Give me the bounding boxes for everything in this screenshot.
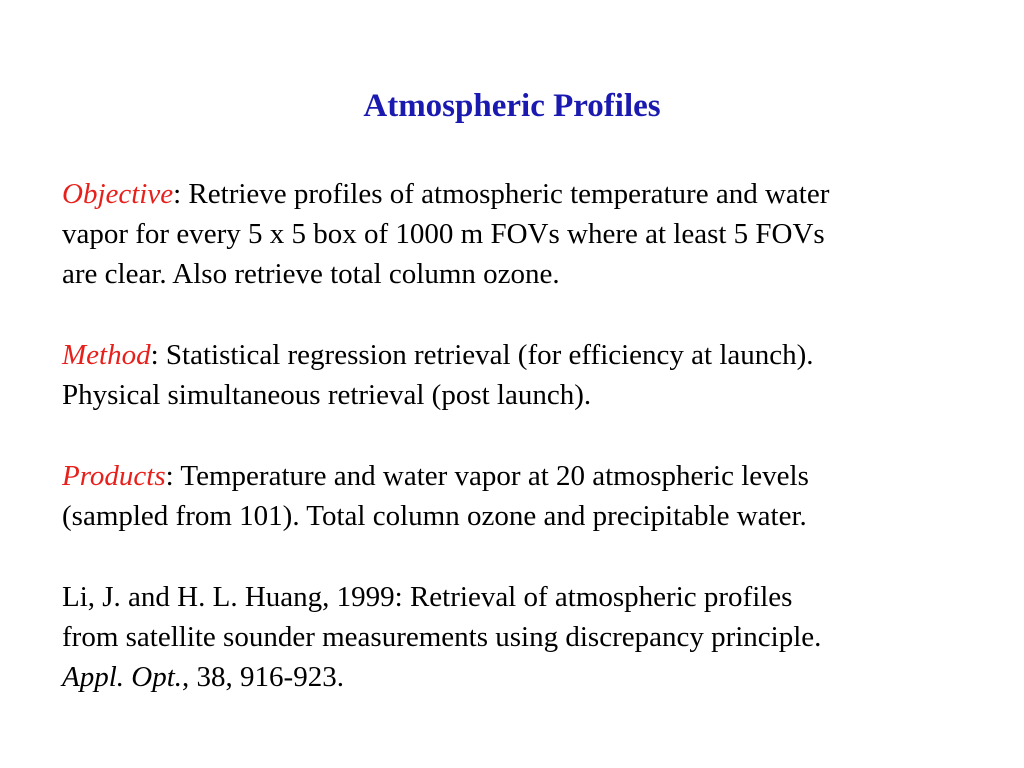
reference-line-3 xyxy=(62,657,982,697)
objective-line-2: vapor for every 5 x 5 box of 1000 m FOVs where at least 5 FOVs xyxy=(62,218,825,250)
products-text-1: : Temperature and water vapor at 20 atmospheric levels xyxy=(165,460,809,492)
objective-paragraph xyxy=(62,174,982,294)
products-line-2: (sampled from 101). Total column ozone and precipitable water. xyxy=(62,500,807,532)
products-label: Products xyxy=(62,460,166,492)
objective-line-3: are clear. Also retrieve total column ozone. xyxy=(62,258,560,290)
reference-journal: Appl. Opt. xyxy=(62,661,183,693)
objective-label: Objective xyxy=(62,178,174,210)
reference-tail: , 38, 916-923. xyxy=(182,661,344,693)
method-paragraph xyxy=(62,335,982,415)
reference-paragraph xyxy=(62,577,982,697)
reference-line-2: from satellite sounder measurements using discrepancy principle. xyxy=(62,621,822,653)
objective-text-1: : Retrieve profiles of atmospheric temperature and water xyxy=(173,178,830,210)
slide-body xyxy=(62,174,982,738)
slide-title: Atmospheric Profiles xyxy=(363,88,661,124)
method-label: Method xyxy=(62,339,151,371)
method-line-1 xyxy=(62,335,982,375)
objective-line-1 xyxy=(62,174,982,214)
method-text-1: : Statistical regression retrieval (for efficiency at launch). xyxy=(150,339,814,371)
method-line-2: Physical simultaneous retrieval (post launch). xyxy=(62,379,592,411)
reference-line-1: Li, J. and H. L. Huang, 1999: Retrieval of atmospheric profiles xyxy=(62,581,793,613)
products-line-1 xyxy=(62,456,982,496)
products-paragraph xyxy=(62,456,982,536)
